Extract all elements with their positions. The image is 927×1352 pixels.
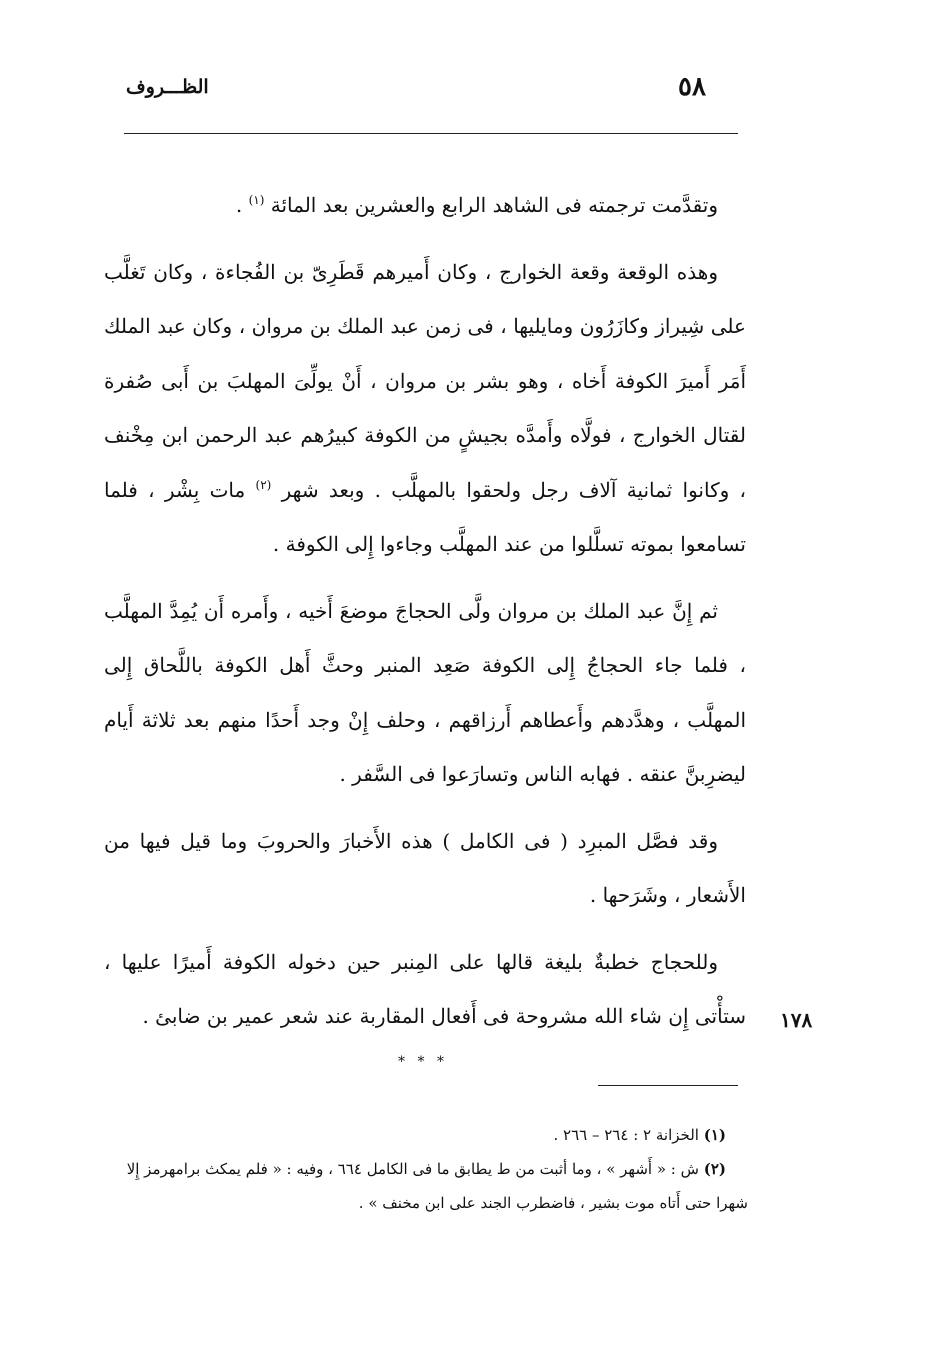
paragraph-text: وهذه الوقعة وقعة الخوارج ، وكان أَميرهم قَطَرِىّ بن الفُجاءة ، وكان تَغلَّب على شِيراز وكازَرُون ومايليها ، فى زمن عبد الملك بن مروان ، وكان عبد الملك أَمَر أَميرَ الكوفة أَخاه ، وهو بشر بن مروان ، أَنْ يولِّىَ المهلبَ بن أَبى صُفرة لقتال الخوارج ، فولَّاه وأَمدَّه بجيشٍ من الكوفة كبيرُهم عبد الرحمن ابن مِخْنف ، وكانوا ثمانية آلاف رجل ولحقوا بالمهلَّب . وبعد شهر — [104, 259, 747, 502]
paragraph-text: وتقدَّمت ترجمته فى الشاهد الرابع والعشرين بعد المائة — [270, 193, 718, 217]
margin-reference-number: ١٧٨ — [780, 1008, 813, 1032]
footnote-reference: (٢) — [255, 477, 272, 492]
paragraph — [104, 178, 746, 233]
section-break-asterisks: * * * — [398, 1054, 448, 1070]
paragraph — [104, 814, 746, 923]
footnote — [100, 1118, 748, 1152]
paragraph — [104, 935, 746, 1044]
footnote-text: ش : « أَشهر » ، وما أثبت من ط يطابق ما فى الكامل ٦٦٤ ، وفيه : « فلم يمكث برامهرمز إِلا شهرا حتى أَتاه موت بشير ، فاضطرب الجند على ابن مخنف » . — [126, 1160, 748, 1212]
footnote-reference: (١) — [248, 193, 265, 207]
footnotes — [100, 1118, 748, 1220]
paragraph — [104, 245, 746, 572]
header-divider — [124, 133, 738, 134]
paragraph-text: ثم إِنَّ عبد الملك بن مروان ولَّى الحجاجَ موضعَ أَخيه ، وأَمره أَن يُمِدَّ المهلَّب ، فلما جاء الحجاجُ إِلى الكوفة صَعِد المنبر وحثَّ أَهل الكوفة باللَّحاق إِلى المهلَّب ، وهدَّدهم وأَعطاهم أَرزاقهم ، وحلف إِنْ وجد أَحدًا منهم بعد ثلاثة أَيام ليضرِبنَّ عنقه . فهابه الناس وتسارَعوا فى السَّفر . — [104, 598, 746, 786]
running-header-title: الظـــروف — [126, 76, 209, 98]
page-number: ٥٨ — [678, 72, 706, 102]
paragraph-tail: . — [235, 193, 249, 217]
paragraph-text: وللحجاج خطبةٌ بليغة قالها على المِنبر حين دخوله الكوفة أَميرًا عليها ، ستأْتى إِن شاء الله مشروحة فى أَفعال المقاربة عند شعر عمير بن ضابئ . — [104, 949, 746, 1028]
footnote-divider — [598, 1085, 738, 1086]
paragraph-tail: مات بِشْر ، فلما تسامعوا بموته تسلَّلوا من عند المهلَّب وجاءوا إِلى الكوفة . — [104, 477, 746, 556]
main-text — [104, 178, 746, 1044]
footnote-number: (١) — [703, 1126, 726, 1144]
footnote — [100, 1152, 748, 1220]
paragraph — [104, 584, 746, 802]
paragraph-text: وقد فصَّل المبرِد ( فى الكامل ) هذه الأَخبارَ والحروبَ وما قيل فيها من الأَشعار ، وشَرَحها . — [104, 828, 746, 907]
footnote-text: الخزانة ٢ : ٢٦٤ – ٢٦٦ . — [553, 1126, 699, 1144]
footnote-number: (٢) — [703, 1160, 726, 1178]
